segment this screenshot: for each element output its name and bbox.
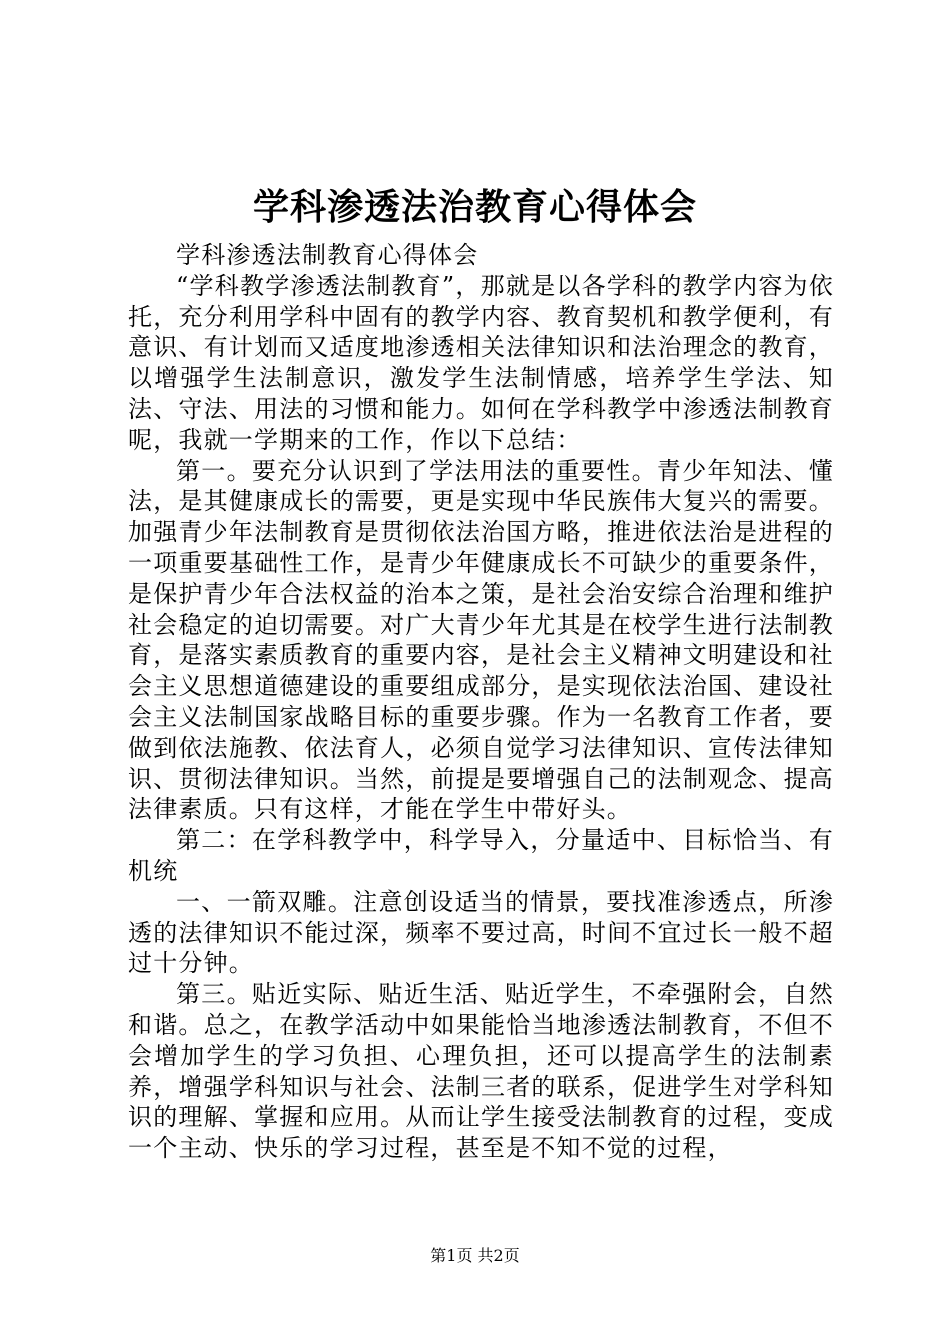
paragraph-subtitle: 学科渗透法制教育心得体会 <box>176 241 479 269</box>
paragraph-intro: “学科教学渗透法制教育”，那就是以各学科的教学内容为依托，充分利用学科中固有的教学内容、教育契机和教学便利，有意识、有计划而又适度地渗透相关法律知识和法治理念的教育，以增强学生法制意识，激发学生法制情感，培养学生学法、知法、守法、用法的习惯和能力。如何在学科教学中渗透法制教育呢，我就一学期来的工作，作以下总结： <box>128 271 834 454</box>
paragraph-one-arrow: 一、一箭双雕。注意创设适当的情景，要找准渗透点，所渗透的法律知识不能过深，频率不要过高，时间不宜过长一般不超过十分钟。 <box>128 887 834 978</box>
document-title: 学科渗透法治教育心得体会 <box>252 186 697 228</box>
paragraph-second-point: 第二：在学科教学中，科学导入，分量适中、目标恰当、有机统 <box>128 826 834 885</box>
page-number-footer: 第1页 共2页 <box>430 1246 520 1265</box>
paragraph-first-point: 第一。要充分认识到了学法用法的重要性。青少年知法、懂法，是其健康成长的需要，更是实现中华民族伟大复兴的需要。加强青少年法制教育是贯彻依法治国方略，推进依法治是进程的一项重要基础性工作，是青少年健康成长不可缺少的重要条件，是保护青少年合法权益的治本之策，是社会治安综合治理和维护社会稳定的迫切需要。对广大青少年尤其是在校学生进行法制教育，是落实素质教育的重要内容，是社会主义精神文明建设和社会主义思想道德建设的重要组成部分，是实现依法治国、建设社会主义法制国家战略目标的重要步骤。作为一名教育工作者，要做到依法施教、依法育人，必须自觉学习法律知识、宣传法律知识、贯彻法律知识。当然，前提是要增强自己的法制观念、提高法律素质。只有这样，才能在学生中带好头。 <box>128 456 834 824</box>
document-body <box>128 240 834 1164</box>
paragraph-third-point: 第三。贴近实际、贴近生活、贴近学生，不牵强附会，自然和谐。总之，在教学活动中如果能恰当地渗透法制教育，不但不会增加学生的学习负担、心理负担，还可以提高学生的法制素养，增强学科知识与社会、法制三者的联系，促进学生对学科知识的理解、掌握和应用。从而让学生接受法制教育的过程，变成一个主动、快乐的学习过程，甚至是不知不觉的过程， <box>128 980 834 1163</box>
